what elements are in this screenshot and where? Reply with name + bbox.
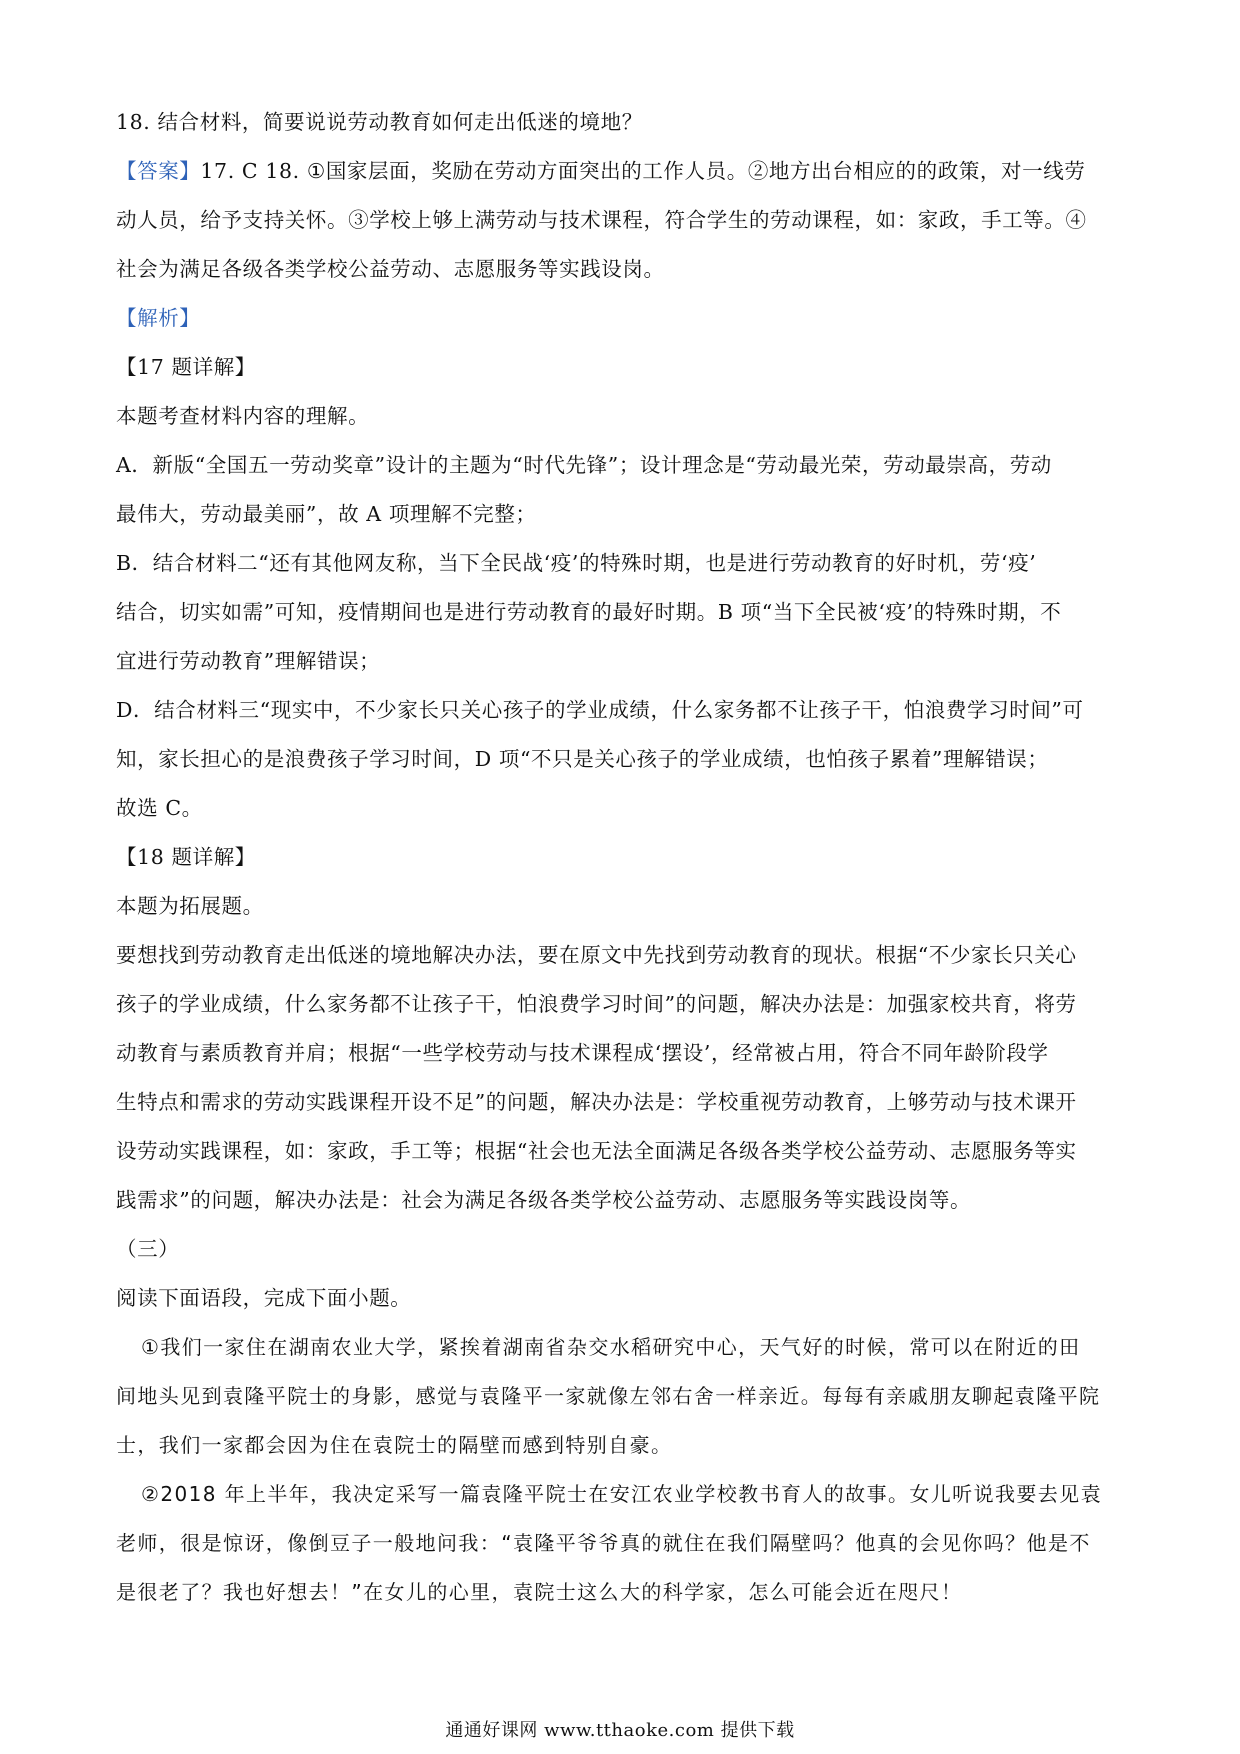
detail-17-line: 故选 C。 (116, 796, 203, 820)
passage-paragraph-2: 是很老了？我也好想去！”在女儿的心里，袁院士这么大的科学家，怎么可能会近在咫尺！ (116, 1580, 963, 1604)
section-3-heading: （三） (116, 1237, 180, 1261)
section-3-instruction: 阅读下面语段，完成下面小题。 (116, 1286, 412, 1310)
detail-17-line: A．新版“全国五一劳动奖章”设计的主题为“时代先锋”；设计理念是“劳动最光荣，劳动最崇高，劳动 (116, 453, 1052, 477)
detail-18-line: 动教育与素质教育并肩；根据“一些学校劳动与技术课程成‘摆设’，经常被占用，符合不同年龄阶段学 (116, 1041, 1049, 1065)
answer-tag: 【答案】 (116, 159, 201, 183)
answer-line-2: 动人员，给予支持关怀。③学校上够上满劳动与技术课程，符合学生的劳动课程，如：家政，手工等。④ (116, 208, 1087, 232)
document-body (116, 98, 1132, 1617)
detail-17-line: 宜进行劳动教育”理解错误； (116, 649, 381, 673)
detail-17-line: 最伟大，劳动最美丽”，故 A 项理解不完整； (116, 502, 537, 526)
detail-18-line: 孩子的学业成绩，什么家务都不让孩子干，怕浪费学习时间”的问题，解决办法是：加强家校共育，将劳 (116, 992, 1077, 1016)
answer-text-1: 17. C 18. ①国家层面，奖励在劳动方面突出的工作人员。②地方出台相应的的政策，对一线劳 (200, 159, 1086, 183)
detail-17-line: 知，家长担心的是浪费孩子学习时间，D 项“不只是关心孩子的学业成绩，也怕孩子累着”理解错误； (116, 747, 1049, 771)
detail-18-line: 生特点和需求的劳动实践课程开设不足”的问题，解决办法是：学校重视劳动教育，上够劳动与技术课开 (116, 1090, 1077, 1114)
detail-18-line: 践需求”的问题，解决办法是：社会为满足各级各类学校公益劳动、志愿服务等实践设岗等。 (116, 1188, 972, 1212)
detail-18-line: 要想找到劳动教育走出低迷的境地解决办法，要在原文中先找到劳动教育的现状。根据“不少家长只关心 (116, 943, 1077, 967)
answer-line-3: 社会为满足各级各类学校公益劳动、志愿服务等实践设岗。 (116, 257, 665, 281)
page-footer: 通通好课网 www.tthaoke.com 提供下载 (445, 1720, 795, 1741)
detail-17-line: D．结合材料三“现实中，不少家长只关心孩子的学业成绩，什么家务都不让孩子干，怕浪费学习时间”可 (116, 698, 1084, 722)
question-18: 18. 结合材料，简要说说劳动教育如何走出低迷的境地？ (116, 110, 643, 134)
detail-17-heading: 【17 题详解】 (116, 355, 256, 379)
detail-18-line: 设劳动实践课程，如：家政，手工等；根据“社会也无法全面满足各级各类学校公益劳动、志愿服务等实 (116, 1139, 1077, 1163)
analysis-tag: 【解析】 (116, 306, 201, 330)
detail-18-line: 本题为拓展题。 (116, 894, 264, 918)
answer-line-1 (116, 147, 1132, 196)
detail-17-line: 本题考查材料内容的理解。 (116, 404, 370, 428)
detail-17-line: B．结合材料二“还有其他网友称，当下全民战‘疫’的特殊时期，也是进行劳动教育的好时机，劳‘疫’ (116, 551, 1037, 575)
detail-17-line: 结合，切实如需”可知，疫情期间也是进行劳动教育的最好时期。B 项“当下全民被‘疫’的特殊时期，不 (116, 600, 1062, 624)
detail-18-heading: 【18 题详解】 (116, 845, 256, 869)
passage-paragraph-2: ②2018 年上半年，我决定采写一篇袁隆平院士在安江农业学校教书育人的故事。女儿听说我要去见袁 (141, 1482, 1102, 1506)
passage-paragraph-1: ①我们一家住在湖南农业大学，紧挨着湖南省杂交水稻研究中心，天气好的时候，常可以在附近的田 (141, 1335, 1081, 1359)
passage-paragraph-2: 老师，很是惊讶，像倒豆子一般地问我：“袁隆平爷爷真的就住在我们隔壁吗？他真的会见你吗？他是不 (116, 1531, 1091, 1555)
passage-paragraph-1: 士，我们一家都会因为住在袁院士的隔壁而感到特别自豪。 (116, 1433, 673, 1457)
passage-paragraph-1: 间地头见到袁隆平院士的身影，感觉与袁隆平一家就像左邻右舍一样亲近。每每有亲戚朋友聊起袁隆平院 (116, 1384, 1101, 1408)
